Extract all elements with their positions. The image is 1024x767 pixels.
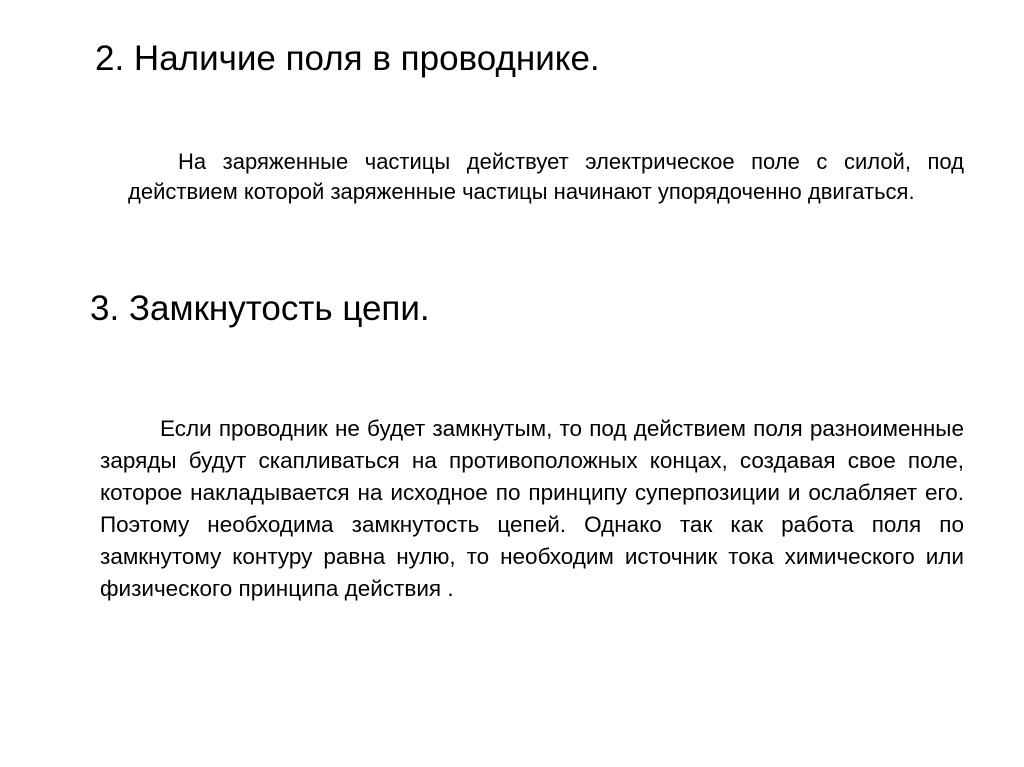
section-heading-closed-circuit: 3. Замкнутость цепи. <box>90 289 430 328</box>
section-body-closed-circuit: Если проводник не будет замкнутым, то под действием поля разноименные заряды будут скапливаться на противоположных концах, создавая свое поле, которое накладывается на исходное по принципу суперпозиции и ослабляет его. Поэтому необходима замкнутость цепей. Однако так как работа поля по замкнутому контуру равна нулю, то необходим источник тока химического или физического принципа действия . <box>100 416 964 601</box>
section-body-field-in-conductor: На заряженные частицы действует электрическое поле с силой, под действием которой заряженные частицы начинают упорядоченно двигаться. <box>128 149 964 204</box>
section-heading-field-in-conductor: 2. Наличие поля в проводнике. <box>95 39 600 78</box>
